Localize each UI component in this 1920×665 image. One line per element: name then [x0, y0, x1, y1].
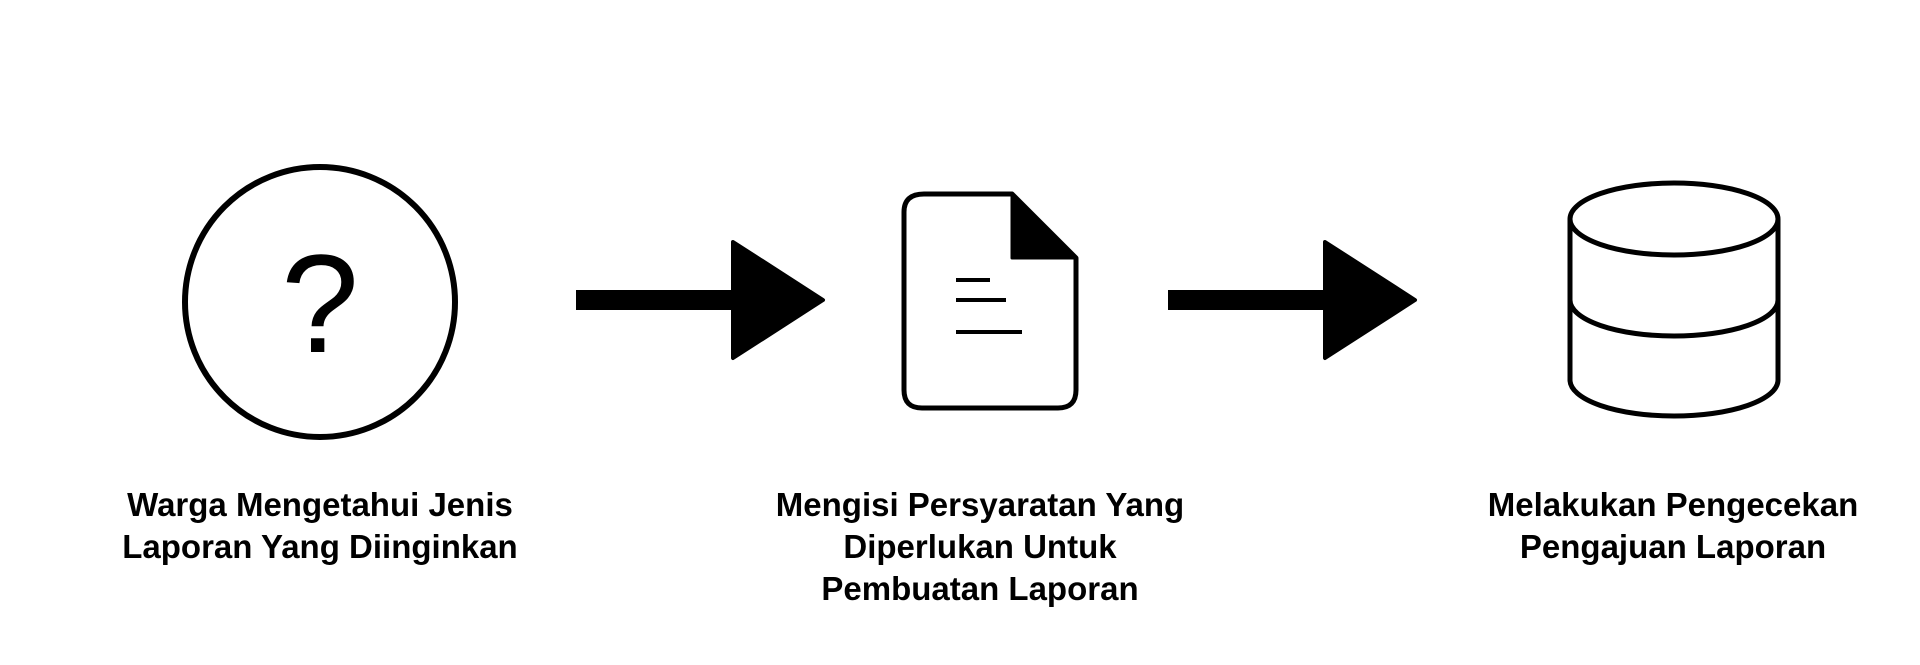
question-mark-glyph: ?: [281, 225, 359, 382]
step-3-database-icon: [1570, 183, 1778, 416]
step-2-document-icon: [904, 194, 1076, 408]
arrow-right-icon: [576, 242, 823, 358]
step-2-caption: Mengisi Persyaratan Yang Diperlukan Untuk Pembuatan Laporan: [775, 486, 1185, 607]
arrow-right-icon: [1168, 242, 1415, 358]
document-fold-corner: [1012, 194, 1076, 258]
database-icon: [1570, 183, 1778, 416]
step-1-caption: Warga Mengetahui Jenis Laporan Yang Diinginkan: [122, 486, 518, 565]
step-3-caption: Melakukan Pengecekan Pengajuan Laporan: [1487, 486, 1859, 565]
step-1-question-icon: [185, 167, 455, 437]
